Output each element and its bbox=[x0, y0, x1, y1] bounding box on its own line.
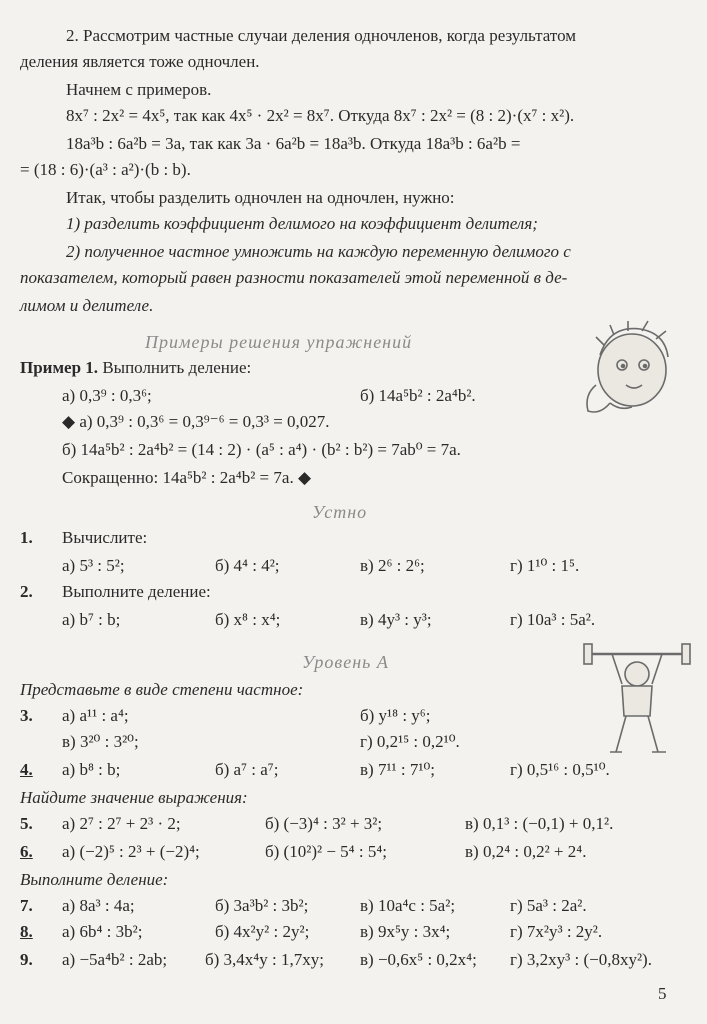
task-3-item-b: б) y¹⁸ : y⁶; bbox=[360, 706, 431, 725]
example-1-short bbox=[62, 468, 311, 488]
level-a-heading: Уровень А bbox=[302, 652, 389, 672]
task-8-item-d: г) 7x²y³ : 2y². bbox=[510, 922, 603, 941]
task-7-item-c: в) 10a⁴c : 5a²; bbox=[360, 896, 456, 915]
oral-heading: Устно bbox=[312, 502, 368, 522]
rule-step-2c: лимом и делителе. bbox=[20, 296, 154, 315]
rule-step-2b: показателем, который равен разности показателей этой переменной в де- bbox=[20, 268, 568, 287]
instruction-divide: Выполните деление: bbox=[20, 870, 169, 889]
task-6-item-b: б) (10²)² − 5⁴ : 5⁴; bbox=[265, 842, 387, 861]
task-7-item-d: г) 5a³ : 2a². bbox=[510, 896, 587, 915]
task-6-item-a: а) (−2)⁵ : 2³ + (−2)⁴; bbox=[62, 842, 200, 861]
task-3-item-a: а) a¹¹ : a⁴; bbox=[62, 706, 129, 725]
task-5-number: 5. bbox=[20, 814, 33, 833]
task-2-item-c: в) 4y³ : y³; bbox=[360, 610, 432, 629]
task-3-number: 3. bbox=[20, 706, 33, 725]
task-2-number: 2. bbox=[20, 582, 33, 601]
rule-step-2a: 2) полученное частное умножить на каждую переменную делимого с bbox=[66, 242, 571, 261]
task-5-item-a: а) 2⁷ : 2⁷ + 2³ · 2; bbox=[62, 814, 181, 833]
task-8-item-c: в) 9x⁵y : 3x⁴; bbox=[360, 922, 451, 941]
task-9-item-d: г) 3,2xy³ : (−0,8xy²). bbox=[510, 950, 652, 969]
task-8-number: 8. bbox=[20, 922, 33, 941]
example-1-label: Пример 1. bbox=[20, 358, 99, 377]
weightlifter-illustration bbox=[582, 640, 692, 760]
page-number: 5 bbox=[658, 984, 667, 1003]
instruction-power-quotient: Представьте в виде степени частное: bbox=[20, 680, 304, 699]
task-3-item-c: в) 3²⁰ : 3²⁰; bbox=[62, 732, 139, 751]
task-9-item-c: в) −0,6x⁵ : 0,2x⁴; bbox=[360, 950, 477, 969]
intro-paragraph-line1: 2. Рассмотрим частные случаи деления одночленов, когда результатом bbox=[66, 26, 577, 45]
task-4-item-d: г) 0,5¹⁶ : 0,5¹⁰. bbox=[510, 760, 610, 779]
example-1-solution-a-text: а) 0,3⁹ : 0,3⁶ = 0,3⁹⁻⁶ = 0,3³ = 0,027. bbox=[79, 412, 330, 431]
intro-examples-lead: Начнем с примеров. bbox=[66, 80, 212, 99]
example-1-instruction: Выполнить деление: bbox=[98, 358, 252, 377]
task-1-item-c: в) 2⁶ : 2⁶; bbox=[360, 556, 425, 575]
task-4-item-a: а) b⁸ : b; bbox=[62, 760, 121, 779]
task-5-item-b: б) (−3)⁴ : 3² + 3²; bbox=[265, 814, 383, 833]
task-4-number: 4. bbox=[20, 760, 33, 779]
task-2-instruction: Выполните деление: bbox=[62, 582, 211, 601]
task-6-number: 6. bbox=[20, 842, 33, 861]
task-9-number: 9. bbox=[20, 950, 33, 969]
task-7-number: 7. bbox=[20, 896, 33, 915]
example-division-2a: 18a³b : 6a²b = 3a, так как 3a · 6a²b = 18a³b. Откуда 18a³b : 6a²b = bbox=[66, 134, 521, 153]
task-2-item-a: а) b⁷ : b; bbox=[62, 610, 121, 629]
example-1-solution-b: б) 14a⁵b² : 2a⁴b² = (14 : 2) · (a⁵ : a⁴) · (b² : b²) = 7ab⁰ = 7a. bbox=[62, 440, 461, 459]
cartoon-thinking-boy-illustration bbox=[570, 315, 690, 420]
example-1-title bbox=[20, 358, 251, 378]
example-division-2b: = (18 : 6)·(a³ : a²)·(b : b). bbox=[20, 160, 191, 179]
task-3-item-d: г) 0,2¹⁵ : 0,2¹⁰. bbox=[360, 732, 460, 751]
task-5-item-c: в) 0,1³ : (−0,1) + 0,1². bbox=[465, 814, 614, 833]
example-1-short-text: Сокращенно: 14a⁵b² : 2a⁴b² = 7a. bbox=[62, 468, 294, 487]
task-2-item-b: б) x⁸ : x⁴; bbox=[215, 610, 281, 629]
task-4-item-b: б) a⁷ : a⁷; bbox=[215, 760, 279, 779]
task-1-instruction: Вычислите: bbox=[62, 528, 148, 547]
task-4-item-c: в) 7¹¹ : 7¹⁰; bbox=[360, 760, 435, 779]
task-9-item-a: а) −5a⁴b² : 2ab; bbox=[62, 950, 168, 969]
task-1-item-d: г) 1¹⁰ : 1⁵. bbox=[510, 556, 580, 575]
task-1-item-a: а) 5³ : 5²; bbox=[62, 556, 125, 575]
example-1-part-b: б) 14a⁵b² : 2a⁴b². bbox=[360, 386, 476, 405]
example-1-solution-a bbox=[62, 412, 330, 432]
task-1-item-b: б) 4⁴ : 4²; bbox=[215, 556, 280, 575]
instruction-find-value: Найдите значение выражения: bbox=[20, 788, 248, 807]
task-9-item-b: б) 3,4x⁴y : 1,7xy; bbox=[205, 950, 324, 969]
example-1-part-a: а) 0,3⁹ : 0,3⁶; bbox=[62, 386, 152, 405]
task-2-item-d: г) 10a³ : 5a². bbox=[510, 610, 596, 629]
rule-lead: Итак, чтобы разделить одночлен на одночлен, нужно: bbox=[66, 188, 455, 207]
task-8-item-a: а) 6b⁴ : 3b²; bbox=[62, 922, 143, 941]
solution-end-marker-icon: ◆ bbox=[293, 468, 312, 487]
solution-start-marker-icon: ◆ bbox=[62, 412, 80, 431]
example-division-1: 8x⁷ : 2x² = 4x⁵, так как 4x⁵ · 2x² = 8x⁷. Откуда 8x⁷ : 2x² = (8 : 2)·(x⁷ : x²). bbox=[66, 106, 575, 125]
intro-paragraph-line2: деления является тоже одночлен. bbox=[20, 52, 260, 71]
task-1-number: 1. bbox=[20, 528, 33, 547]
examples-heading: Примеры решения упражнений bbox=[145, 332, 413, 352]
task-7-item-a: а) 8a³ : 4a; bbox=[62, 896, 135, 915]
task-8-item-b: б) 4x²y² : 2y²; bbox=[215, 922, 310, 941]
rule-step-1: 1) разделить коэффициент делимого на коэффициент делителя; bbox=[66, 214, 538, 233]
task-7-item-b: б) 3a³b² : 3b²; bbox=[215, 896, 309, 915]
task-6-item-c: в) 0,2⁴ : 0,2² + 2⁴. bbox=[465, 842, 587, 861]
